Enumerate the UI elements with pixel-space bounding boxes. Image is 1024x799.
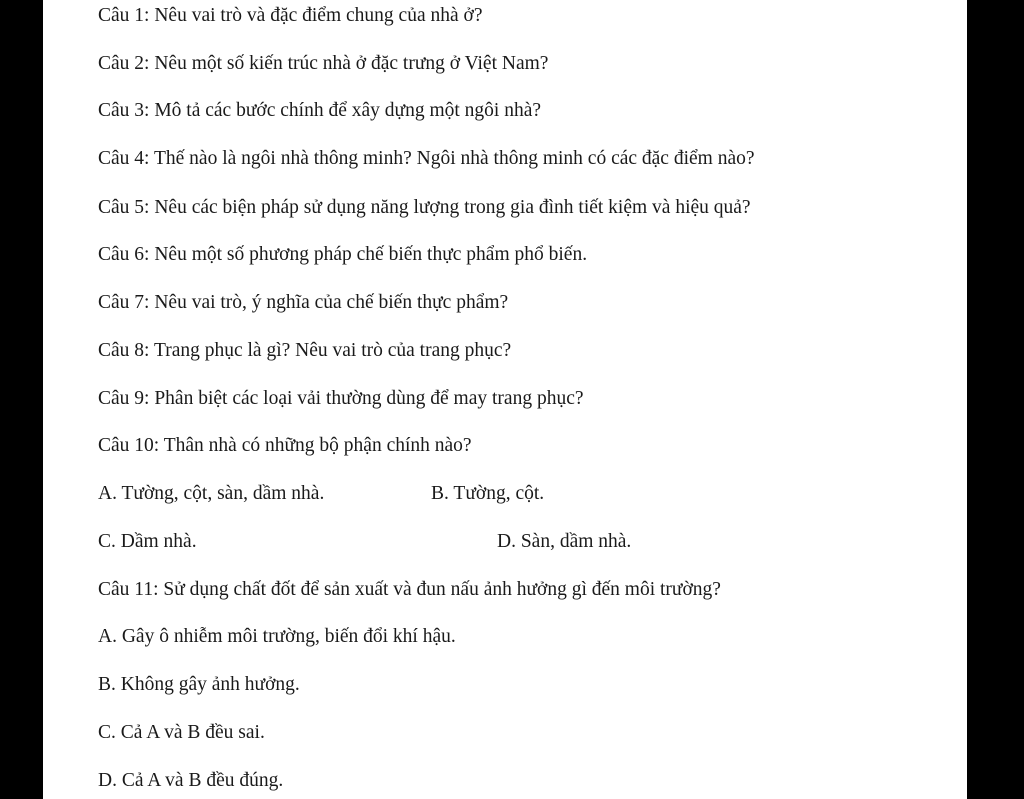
question-10: Câu 10: Thân nhà có những bộ phận chính nào? [98,435,472,456]
document-page [43,0,967,799]
question-3: Câu 3: Mô tả các bước chính để xây dựng một ngôi nhà? [98,100,542,121]
question-2: Câu 2: Nêu một số kiến trúc nhà ở đặc trưng ở Việt Nam? [98,53,549,74]
q11-option-d: D. Cả A và B đều đúng. [98,770,284,791]
question-11: Câu 11: Sử dụng chất đốt để sản xuất và đun nấu ảnh hưởng gì đến môi trường? [98,579,721,600]
q10-option-d: D. Sàn, dầm nhà. [497,531,632,552]
question-7: Câu 7: Nêu vai trò, ý nghĩa của chế biến thực phẩm? [98,292,509,313]
q10-option-a: A. Tường, cột, sàn, dầm nhà. [98,483,325,504]
question-8: Câu 8: Trang phục là gì? Nêu vai trò của trang phục? [98,340,512,361]
q10-option-b: B. Tường, cột. [431,483,545,504]
question-1: Câu 1: Nêu vai trò và đặc điểm chung của nhà ở? [98,5,483,26]
question-9: Câu 9: Phân biệt các loại vải thường dùng để may trang phục? [98,388,584,409]
q11-option-a: A. Gây ô nhiễm môi trường, biến đổi khí hậu. [98,626,456,647]
q11-option-b: B. Không gây ảnh hưởng. [98,674,300,695]
question-4: Câu 4: Thế nào là ngôi nhà thông minh? Ngôi nhà thông minh có các đặc điểm nào? [98,148,755,169]
q10-option-c: C. Dầm nhà. [98,531,197,552]
question-6: Câu 6: Nêu một số phương pháp chế biến thực phẩm phổ biến. [98,244,588,265]
question-5: Câu 5: Nêu các biện pháp sử dụng năng lượng trong gia đình tiết kiệm và hiệu quả? [98,197,751,218]
q11-option-c: C. Cả A và B đều sai. [98,722,265,743]
